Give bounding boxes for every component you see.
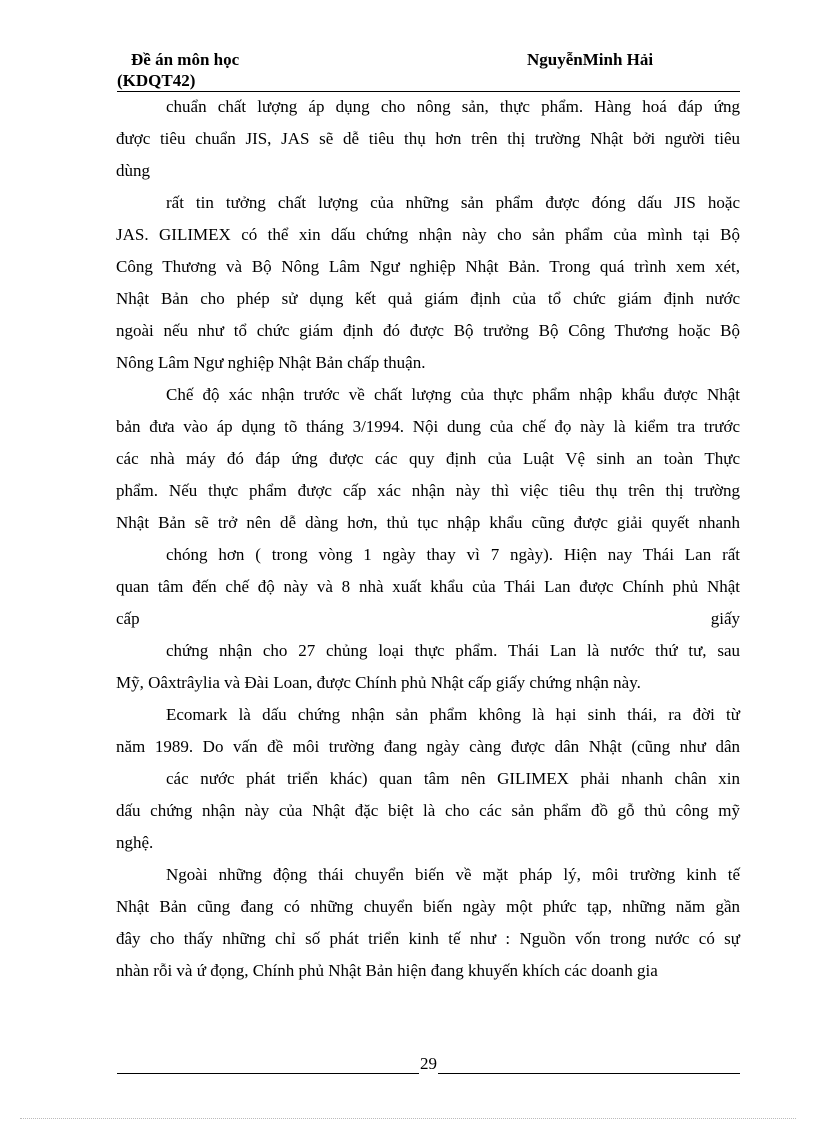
text-line: bản đưa vào áp dụng tõ tháng 3/1994. Nội dung của chế đọ này là kiểm tra trước bbox=[116, 417, 740, 436]
text-word: cấp bbox=[116, 609, 140, 628]
text-line: năm 1989. Do vấn đề môi trường đang ngày càng được dân Nhật (cũng như dân bbox=[116, 737, 740, 756]
text-line: dấu chứng nhận này của Nhật đặc biệt là cho các sản phẩm đồ gỗ thủ công mỹ bbox=[116, 801, 740, 820]
text-line: dùng bbox=[116, 161, 150, 180]
text-line-split bbox=[116, 603, 740, 635]
text-line: Ngoài những động thái chuyển biến về mặt pháp lý, môi trường kinh tế bbox=[166, 865, 740, 884]
header-author: NguyễnMinh Hải bbox=[527, 50, 654, 69]
text-line: Nhật Bản cũng đang có những chuyển biến ngày một phức tạp, những năm gần bbox=[116, 897, 740, 916]
text-line: Nhật Bản sẽ trở nên dễ dàng hơn, thủ tục nhập khẩu cũng được giải quyết nhanh bbox=[116, 513, 740, 532]
text-line: rất tin tưởng chất lượng của những sản phẩm được đóng dấu JIS hoặc bbox=[166, 193, 740, 212]
text-line: quan tâm đến chế độ này và 8 nhà xuất khẩu của Thái Lan được Chính phủ Nhật bbox=[116, 577, 740, 596]
text-line: chứng nhận cho 27 chủng loại thực phẩm. Thái Lan là nước thứ tư, sau bbox=[166, 641, 740, 660]
text-line: JAS. GILIMEX có thể xin dấu chứng nhận này cho sản phẩm của mình tại Bộ bbox=[116, 225, 740, 244]
header-course-title bbox=[117, 49, 239, 91]
text-line: đây cho thấy những chỉ số phát triển kinh tế như : Nguồn vốn trong nước có sự bbox=[116, 929, 740, 948]
text-line: Nhật Bản cho phép sử dụng kết quả giám định của tổ chức giám định nước bbox=[116, 289, 740, 308]
text-line: các nhà máy đó đáp ứng được các quy định của Luật Vệ sinh an toàn Thực bbox=[116, 449, 740, 468]
text-line: được tiêu chuẩn JIS, JAS sẽ dễ tiêu thụ hơn trên thị trường Nhật bởi người tiêu bbox=[116, 129, 740, 148]
text-line: Mỹ, Oâxtrâylia và Đài Loan, được Chính phủ Nhật cấp giấy chứng nhận này. bbox=[116, 673, 641, 692]
page-number: 29 bbox=[420, 1054, 437, 1073]
footer-rule-left bbox=[117, 1057, 419, 1074]
text-line: nghệ. bbox=[116, 833, 154, 852]
text-line: phẩm. Nếu thực phẩm được cấp xác nhận này thì việc tiêu thụ trên thị trường bbox=[116, 481, 740, 500]
header-course-name: Đề án môn học bbox=[131, 50, 240, 69]
text-line: Chế độ xác nhận trước về chất lượng của thực phẩm nhập khẩu được Nhật bbox=[166, 385, 740, 404]
text-word: giấy bbox=[710, 609, 740, 628]
text-line: nhàn rỗi và ứ đọng, Chính phủ Nhật Bản hiện đang khuyến khích các doanh gia bbox=[116, 961, 658, 980]
page-edge-dots bbox=[20, 1118, 796, 1119]
body-text bbox=[116, 91, 740, 987]
text-line: Công Thương và Bộ Nông Lâm Ngư nghiệp Nhật Bản. Trong quá trình xem xét, bbox=[116, 257, 740, 276]
text-line: Nông Lâm Ngư nghiệp Nhật Bản chấp thuận. bbox=[116, 353, 426, 372]
text-line: Ecomark là dấu chứng nhận sản phẩm không là hại sinh thái, ra đời từ bbox=[166, 705, 740, 724]
footer-rule-right bbox=[438, 1057, 740, 1074]
page-footer bbox=[117, 1054, 740, 1074]
text-line: ngoài nếu như tổ chức giám định đó được Bộ trưởng Bộ Công Thương hoặc Bộ bbox=[116, 321, 740, 340]
text-line: chóng hơn ( trong vòng 1 ngày thay vì 7 ngày). Hiện nay Thái Lan rất bbox=[166, 545, 740, 564]
header-course-code: (KDQT42) bbox=[117, 71, 196, 90]
text-line: các nước phát triển khác) quan tâm nên GILIMEX phải nhanh chân xin bbox=[166, 769, 740, 788]
text-line: chuẩn chất lượng áp dụng cho nông sản, thực phẩm. Hàng hoá đáp ứng bbox=[166, 97, 740, 116]
